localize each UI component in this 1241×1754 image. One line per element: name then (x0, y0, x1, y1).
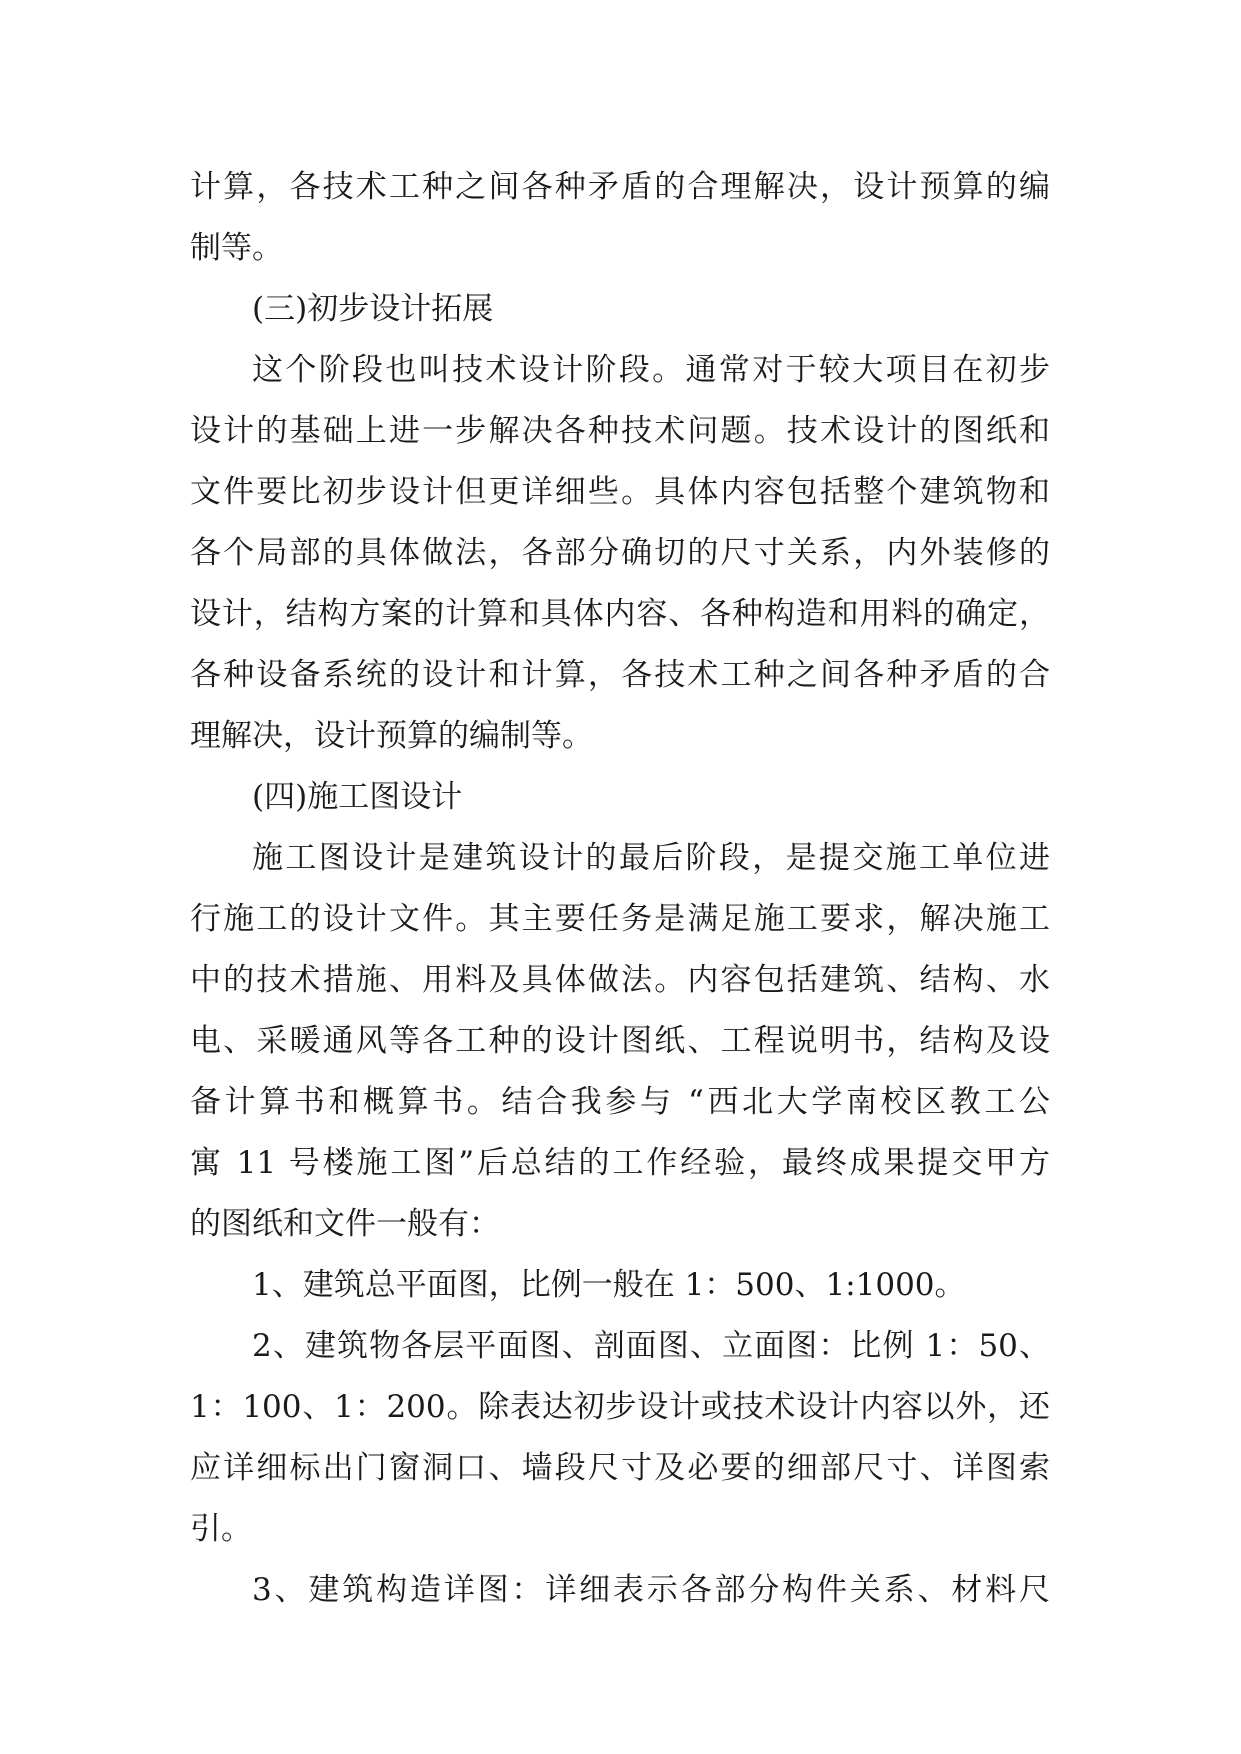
document-body (190, 157, 1050, 1621)
text-line: 应详细标出门窗洞口、墙段尺寸及必要的细部尺寸、详图索 (190, 1450, 1050, 1486)
text-line: 理解决，设计预算的编制等。 (190, 718, 593, 754)
text-line: 备计算书和概算书。结合我参与 “西北大学南校区教工公 (190, 1084, 1050, 1120)
list-item: 3、建筑构造详图：详细表示各部分构件关系、材料尺 (252, 1572, 1050, 1608)
text-line: 施工图设计是建筑设计的最后阶段，是提交施工单位进 (252, 840, 1050, 876)
text-line: 电、采暖通风等各工种的设计图纸、工程说明书，结构及设 (190, 1023, 1050, 1059)
text-line: 设计的基础上进一步解决各种技术问题。技术设计的图纸和 (190, 413, 1050, 449)
text-line: 文件要比初步设计但更详细些。具体内容包括整个建筑物和 (190, 474, 1050, 510)
text-line: 引。 (190, 1511, 252, 1547)
text-line: 的图纸和文件一般有： (190, 1206, 500, 1242)
list-item: 2、建筑物各层平面图、剖面图、立面图：比例 1：50、 (252, 1328, 1050, 1364)
text-line: 中的技术措施、用料及具体做法。内容包括建筑、结构、水 (190, 962, 1050, 998)
text-line: 寓 11 号楼施工图”后总结的工作经验，最终成果提交甲方 (190, 1145, 1050, 1181)
text-line: 行施工的设计文件。其主要任务是满足施工要求，解决施工 (190, 901, 1050, 937)
text-line: 制等。 (190, 230, 283, 266)
section-heading: (四)施工图设计 (252, 779, 463, 815)
text-line: 设计，结构方案的计算和具体内容、各种构造和用料的确定， (190, 596, 1050, 632)
text-line: 1：100、1：200。除表达初步设计或技术设计内容以外，还 (190, 1389, 1050, 1425)
section-heading: (三)初步设计拓展 (252, 291, 494, 327)
text-line: 各种设备系统的设计和计算，各技术工种之间各种矛盾的合 (190, 657, 1050, 693)
text-line: 这个阶段也叫技术设计阶段。通常对于较大项目在初步 (252, 352, 1050, 388)
text-line: 计算，各技术工种之间各种矛盾的合理解决，设计预算的编 (190, 169, 1050, 205)
text-line: 各个局部的具体做法，各部分确切的尺寸关系，内外装修的 (190, 535, 1050, 571)
list-item: 1、建筑总平面图，比例一般在 1：500、1:1000。 (252, 1267, 966, 1303)
